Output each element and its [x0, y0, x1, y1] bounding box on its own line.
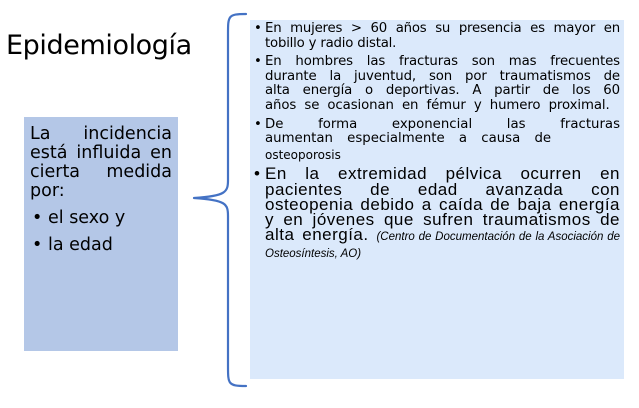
list-item [254, 55, 620, 113]
bullet-text: En hombres las fracturas son mas frecuentes durante la juventud, son por traumatismos de alta energía o deportivas. A partir de los 60 años se ocasionan en fémur y humero proximal. [265, 54, 620, 113]
details-box [250, 20, 624, 379]
bullet-icon: • [32, 235, 43, 255]
bullet-text: En mujeres > 60 años su presencia es mayor en tobillo y radio distal. [265, 21, 620, 51]
factor-label: el sexo y [48, 208, 126, 228]
bullet-icon: • [254, 116, 262, 132]
list-item [30, 209, 172, 228]
bullet-icon: • [254, 21, 262, 36]
list-item [254, 22, 620, 51]
bullet-icon: • [254, 54, 262, 70]
bullet-text: En la extremidad pélvica ocurren en pacientes de edad avanzada con osteopenia debido a caída de baja energía y en jóvenes que sufren traumatismos de alta energía. [265, 164, 620, 245]
bullet-icon: • [254, 164, 261, 184]
incidence-intro: La incidencia está influida en cierta medida por: [30, 124, 172, 201]
citation: (Centro de Documentación de la Asociación de Osteosíntesis, AO) [265, 231, 620, 261]
page-title: Epidemiología [6, 30, 192, 61]
curly-brace-connector [190, 10, 250, 390]
list-item [254, 118, 620, 163]
bullet-text-tail: osteoporosis [265, 147, 341, 162]
bullet-text: De forma exponencial las fracturas aumentan especialmente a causa de [265, 116, 620, 147]
factor-list [30, 209, 172, 255]
list-item [254, 166, 620, 261]
details-list [254, 22, 620, 261]
factor-label: la edad [48, 235, 113, 255]
incidence-box [24, 117, 178, 351]
bullet-icon: • [32, 208, 43, 228]
list-item [30, 236, 172, 255]
